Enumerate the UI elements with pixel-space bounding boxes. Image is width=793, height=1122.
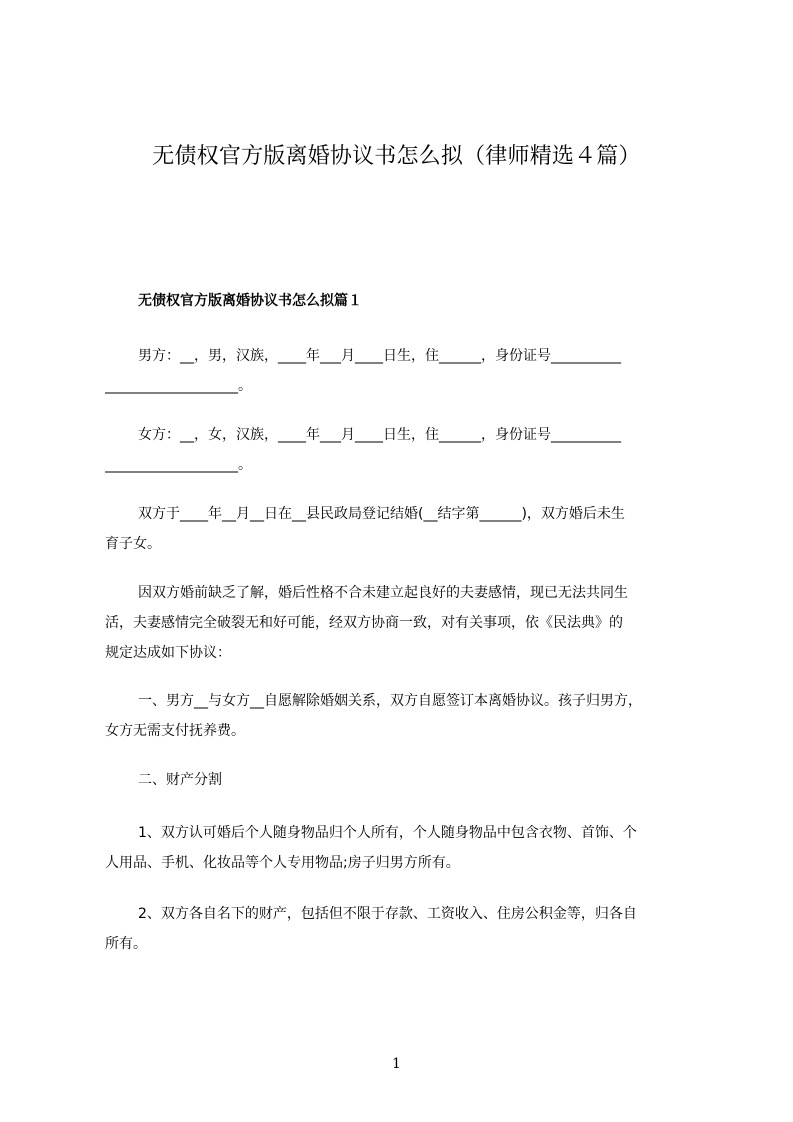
paragraph-divorce-reason	[105, 578, 703, 668]
paragraph-line: 活，夫妻感情完全破裂无和好可能，经双方协商一致，对有关事项，依《民法典》的	[105, 615, 623, 631]
paragraph-line: 规定达成如下协议：	[105, 645, 231, 661]
paragraph-line: ___________________。	[105, 457, 252, 473]
paragraph-clause-one	[105, 686, 703, 746]
paragraph-line: 1、双方认可婚后个人随身物品归个人所有，个人随身物品中包含衣物、首饰、个	[138, 825, 637, 841]
paragraph-line: 男方：__，男，汉族，____年___月____日生，住______，身份证号__________	[138, 348, 621, 364]
paragraph-line: 二、财产分割	[138, 772, 222, 788]
paragraph-line: 所有。	[105, 936, 147, 952]
paragraph-clause-two-item-one	[105, 818, 703, 878]
paragraph-line: 人用品、手机、化妆品等个人专用物品;房子归男方所有。	[105, 855, 460, 871]
paragraph-female-party	[105, 420, 703, 480]
paragraph-line: 一、男方__与女方__自愿解除婚姻关系，双方自愿签订本离婚协议。孩子归男方，	[138, 693, 642, 709]
section-title: 无债权官方版离婚协议书怎么拟篇１	[138, 293, 362, 309]
paragraph-male-party	[105, 341, 703, 401]
document-title: 无债权官方版离婚协议书怎么拟（律师精选４篇）	[152, 144, 641, 169]
paragraph-marriage-registration	[105, 499, 703, 559]
paragraph-clause-two-heading	[105, 765, 703, 795]
page-number: 1	[392, 1056, 401, 1072]
paragraph-line: ___________________。	[105, 378, 252, 394]
paragraph-line: 双方于____年__月__日在__县民政局登记结婚(__结字第______)，双方婚后未生	[138, 506, 625, 522]
paragraph-clause-two-item-two	[105, 899, 703, 959]
paragraph-line: 育子女。	[105, 536, 161, 552]
paragraph-line: 女方无需支付抚养费。	[105, 723, 245, 739]
paragraph-line: 因双方婚前缺乏了解，婚后性格不合未建立起良好的夫妻感情，现已无法共同生	[138, 585, 628, 601]
paragraph-line: 女方：__，女，汉族，____年___月____日生，住______，身份证号__________	[138, 427, 621, 443]
paragraph-line: 2、双方各自名下的财产，包括但不限于存款、工资收入、住房公积金等，归各自	[138, 906, 637, 922]
